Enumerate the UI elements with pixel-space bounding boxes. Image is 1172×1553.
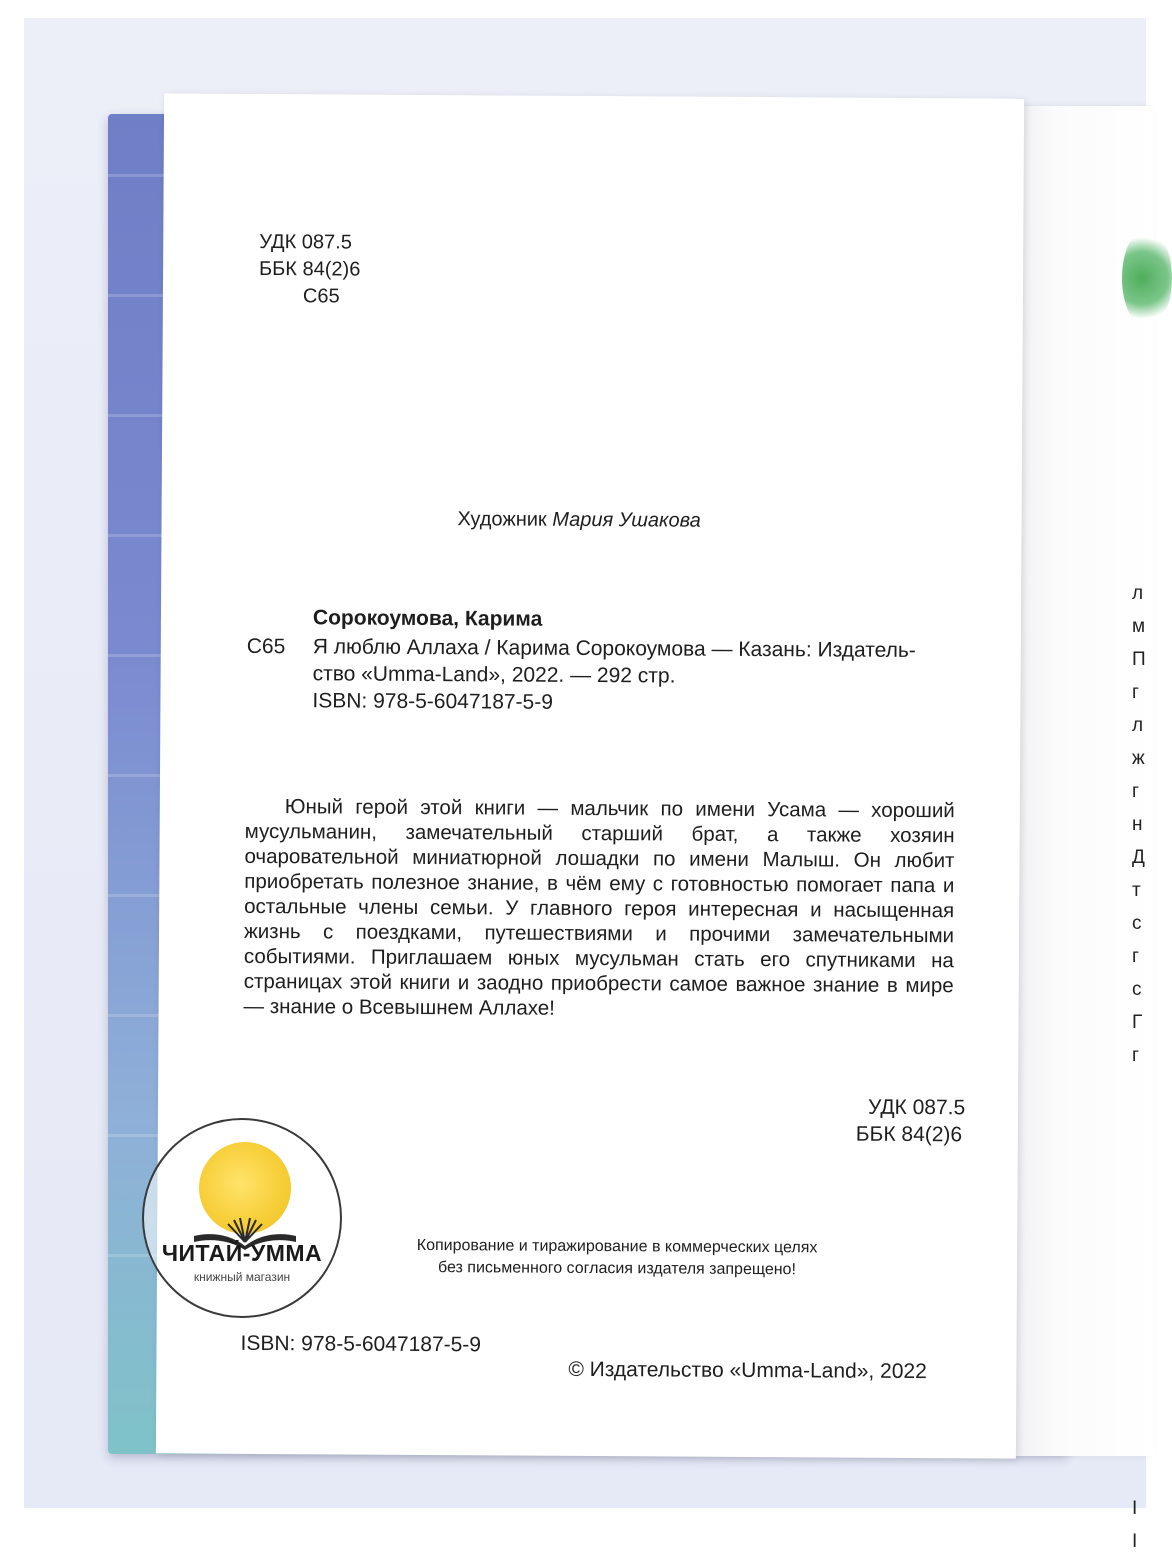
- cover-pattern: [108, 534, 168, 537]
- illustrator-name: Мария Ушакова: [552, 508, 701, 532]
- illustrator-credit: [457, 507, 700, 532]
- cover-pattern: [108, 294, 168, 297]
- right-page-letter: с: [1132, 913, 1142, 934]
- right-page-letter: м: [1132, 616, 1146, 637]
- annotation: Юный герой этой книги — мальчик по имени Усама — хороший мусульманин, замечательный старший брат, а также хозяин очаровательной миниатюрной лошадки по имени Малыш. Он любит приобретать полезное знание, в чём ему с готовностью помогает папа и остальные члены семьи. У главного героя интересная и насыщенная жизнь с поездками, путешествиями и прочими замечательными событиями. Приглашаем юных мусульман стать его спутниками на страницах этой книги и заодно приобрести самое важное знание в мире — знание о Всевышнем Аллахе!: [243, 795, 955, 1020]
- right-page-letter: г: [1132, 946, 1139, 967]
- cover-pattern: [108, 414, 168, 417]
- right-page-letter: I: [1132, 1531, 1138, 1552]
- biblio-isbn: ISBN: 978-5-6047187-5-9: [312, 689, 554, 714]
- publisher-logo: [1122, 228, 1172, 328]
- right-page-letter: ж: [1132, 748, 1145, 769]
- biblio-line: ство «Umma-Land», 2022. — 292 стр.: [312, 662, 676, 688]
- shop-stamp: [142, 1118, 342, 1318]
- author-heading: Сорокоумова, Карима: [312, 606, 543, 631]
- author-mark: С65: [302, 285, 340, 308]
- copy-notice-line: без письменного согласия издателя запрещено!: [437, 1259, 796, 1279]
- cover-pattern: [108, 654, 168, 657]
- right-page-letter: г: [1132, 781, 1139, 802]
- photo-background: [24, 18, 1146, 1552]
- right-page-letter: Д: [1132, 847, 1145, 868]
- copy-notice-line: Копирование и тиражирование в коммерческих целях: [416, 1236, 818, 1257]
- right-page-letter: н: [1132, 814, 1143, 835]
- udk-code: УДК 087.5: [259, 230, 352, 254]
- shop-name: ЧИТАЙ-УММА: [161, 1240, 323, 1266]
- illustrator-role: Художник: [457, 508, 547, 531]
- right-page-letter: с: [1132, 979, 1142, 1000]
- cover-pattern: [108, 174, 168, 177]
- right-page-letter: I: [1132, 1498, 1138, 1519]
- right-page-letter: г: [1132, 682, 1139, 703]
- copyright: © Издательство «Umma-Land», 2022: [568, 1357, 927, 1384]
- right-page-letter: л: [1132, 715, 1144, 736]
- right-page-letter: г: [1132, 1045, 1139, 1066]
- right-page-letter: П: [1132, 649, 1146, 670]
- bbk-code: ББК 84(2)6: [259, 257, 361, 281]
- biblio-line: Я люблю Аллаха / Карима Сорокоумова — Казань: Издатель-: [312, 635, 916, 662]
- right-page-letter: Г: [1132, 1012, 1143, 1033]
- author-mark-left: С65: [246, 634, 286, 659]
- copy-notice: [337, 1234, 897, 1281]
- right-page-letter: л: [1132, 583, 1144, 604]
- shop-subtitle: книжный магазин: [193, 1270, 291, 1284]
- udk-code-bottom: УДК 087.5: [867, 1095, 966, 1120]
- right-page-letter: т: [1132, 880, 1141, 901]
- isbn: ISBN: 978-5-6047187-5-9: [240, 1331, 482, 1357]
- bbk-code-bottom: ББК 84(2)6: [855, 1122, 963, 1147]
